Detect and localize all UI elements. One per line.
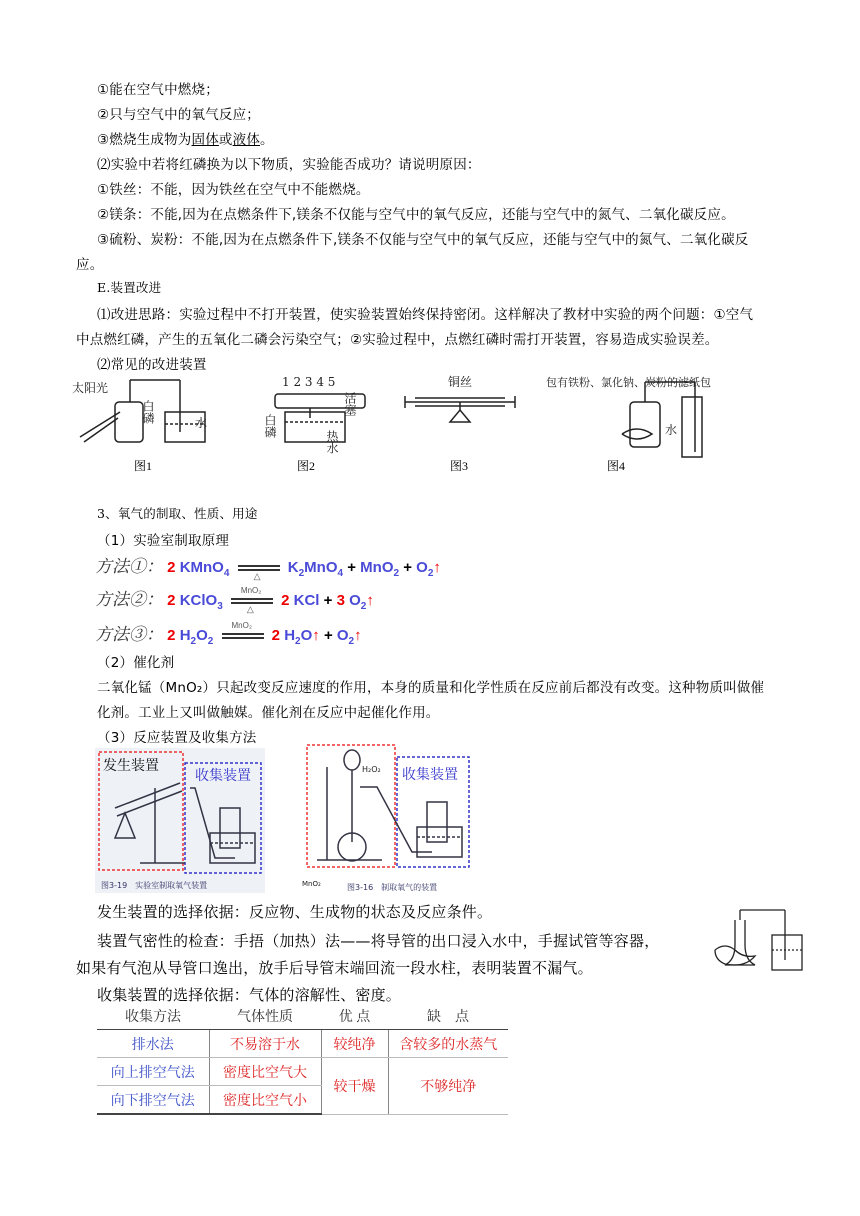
underline-solid: 固体 [191,132,219,148]
eq3-o2-sub: 2 [348,636,355,647]
gen-selection-basis: 发生装置的选择依据：反应物、生成物的状态及反应条件。 [97,903,493,921]
method-1-label: 方法①： [95,557,163,576]
table-header-row [97,1003,508,1030]
section-3-heading: 3、氧气的制取、性质、用途 [97,506,258,521]
eq2-coef-3: 3 [336,592,345,609]
kmno4-apparatus-figure [95,748,265,893]
cell-method: 排水法 [97,1030,209,1058]
eq3-h2-sub: 2 [295,636,301,647]
eq2-sub3: 3 [217,601,223,612]
cell-disadvantage: 含较多的水蒸气 [388,1030,508,1058]
eq1-condition [238,565,280,582]
gas-arrow-icon: ↑ [366,592,374,609]
eq3-o: O [196,627,208,644]
header-advantage: 优 点 [321,1003,388,1030]
catalyst-heading: （2）催化剂 [97,655,175,671]
equation-2 [95,585,374,615]
eq1-k: K [287,559,299,576]
fig-2-label: 图2 [297,459,316,473]
condition-3-or: 或 [218,132,233,148]
label-mno2: MnO₂ [302,880,321,888]
eq3-water-o: O [300,627,313,644]
eq2-o: O [349,592,361,609]
eq1-o: O [416,559,428,576]
label-white-phosphorus-2: 白磷 [263,414,277,438]
improved-apparatus-figures [70,372,730,482]
eq2-kcl: KCl [293,592,320,609]
label-water-1: 水 [195,416,208,430]
eq1-heat: △ [253,571,261,582]
gas-arrow-icon: ↑ [312,627,320,644]
eq1-o-sub: 2 [427,568,434,579]
apparatus-heading: （3）反应装置及收集方法 [97,730,257,746]
improve-idea-cont: 中点燃红磷，产生的五氧化二磷会污染空气；②实验过程中，点燃红磷时需打开装置，容易造成实验误差。 [76,332,719,348]
eq2-coef: 2 [167,592,176,609]
eq2-catalyst: MnO₂ [240,586,262,596]
table-row [97,1058,508,1086]
answer-iron: ①铁丝：不能，因为铁丝在空气中不能燃烧。 [97,182,370,198]
fig-3-label: 图3 [450,459,469,473]
cell-property: 密度比空气大 [209,1058,321,1086]
eq3-h2: H [284,627,296,644]
cell-method: 向下排空气法 [97,1086,209,1115]
eq3-coef: 2 [167,627,176,644]
col-device-label: 收集装置 [195,768,251,784]
label-copper-wire: 铜丝 [448,375,473,389]
lab-principle-heading: （1）实验室制取原理 [97,533,230,549]
header-method: 收集方法 [97,1003,209,1030]
header-disadvantage: 缺 点 [388,1003,508,1030]
condition-3 [97,128,274,148]
cell-advantage: 较干燥 [321,1058,388,1115]
cell-disadvantage: 不够纯净 [388,1058,508,1115]
hand-grip-check-figure [710,905,810,975]
method-2-label: 方法②： [95,590,163,609]
eq1-mno2-sub: 2 [393,568,400,579]
airtightness-check: 装置气密性的检查：手捂（加热）法——将导管的出口浸入水中，手握试管等容器， [97,932,660,950]
gas-arrow-icon: ↑ [433,559,441,576]
condition-3-pre: ③燃烧生成物为 [97,132,192,148]
eq1-plus-1: + [347,559,356,576]
eq2-o-sub: 2 [360,601,367,612]
eq2-coef-2: 2 [281,592,290,609]
condition-2: ②只与空气中的氧气反应； [97,107,261,123]
eq2-plus: + [323,592,333,609]
answer-sulfur-carbon-cont: 应。 [76,257,104,273]
fig-1-label: 图1 [134,459,153,473]
eq1-kmno4: KMnO [179,559,224,576]
underline-liquid: 液体 [232,132,261,148]
label-water-4: 水 [665,423,678,437]
eq3-o-sub: 2 [207,636,214,647]
airtightness-check-cont: 如果有气泡从导管口逸出，放手后导管末端回流一段水柱，表明装置不漏气。 [76,959,593,977]
eq2-heat: △ [246,604,254,615]
eq1-mno2: MnO [360,559,394,576]
eq3-h: H [179,627,191,644]
eq3-plus: + [323,627,333,644]
answer-sulfur-carbon: ③硫粉、炭粉：不能,因为在点燃条件下,镁条不仅能与空气中的氧气反应，还能与空气中的氮气、二氧化碳反 [97,232,749,248]
method-3-label: 方法③： [95,625,163,644]
cell-method: 向上排空气法 [97,1058,209,1086]
condition-3-end: 。 [260,132,274,148]
label-sunlight: 太阳光 [72,381,109,395]
section-e-heading: E.装置改进 [97,280,162,295]
eq2-condition [231,586,273,615]
eq3-catalyst: MnO₂ [231,621,252,631]
eq1-coef: 2 [167,559,176,576]
label-scale-numbers: 1 2 3 4 5 [282,375,336,389]
eq3-o2: O [336,627,349,644]
question-2: ⑵实验中若将红磷换为以下物质，实验能否成功？请说明原因： [97,157,481,173]
equation-1 [95,552,441,582]
eq3-h-sub: 2 [190,636,197,647]
eq3-coef-2: 2 [271,627,281,644]
eq1-plus-2: + [403,559,412,576]
col-device-label-2: 收集装置 [402,767,458,783]
gen-device-label: 发生装置 [103,758,159,774]
header-property: 气体性质 [209,1003,321,1030]
eq2-kclo3: KClO [179,592,218,609]
caption-fig-3-19: 图3-19 实验室制取氧气装置 [101,881,208,890]
eq1-k-sub: 2 [298,568,305,579]
eq1-mno4: MnO [304,559,338,576]
label-white-phosphorus-1: 白磷 [141,400,155,424]
common-devices: ⑵常见的改进装置 [97,357,207,373]
catalyst-definition: 二氧化锰（MnO₂）只起改变反应速度的作用，本身的质量和化学性质在反应前后都没有改变。这种物质叫做催 [97,680,765,696]
label-piston: 活塞 [343,392,357,416]
cell-property: 不易溶于水 [209,1030,321,1058]
eq3-condition [222,621,264,639]
answer-magnesium: ②镁条：不能,因为在点燃条件下,镁条不仅能与空气中的氧气反应，还能与空气中的氮气、二氧化碳反应。 [97,207,735,223]
label-filter-paper: 包有铁粉、氯化钠、炭粉的滤纸包 [546,376,711,389]
fig-4-label: 图4 [607,459,626,473]
catalyst-definition-cont: 化剂。工业上又叫做触媒。催化剂在反应中起催化作用。 [97,705,440,721]
condition-1: ①能在空气中燃烧； [97,82,219,98]
improve-idea: ⑴改进思路：实验过程中不打开装置，使实验装置始终保持密闭。这样解决了教材中实验的两个问题：①空气 [97,307,754,323]
caption-fig-3-16: 图3-16 制取氧气的装置 [347,883,438,892]
label-hot-water: 热水 [325,430,339,454]
eq1-mno4-sub: 4 [337,568,344,579]
h2o2-apparatus-figure [302,742,474,894]
collection-method-table [97,1003,508,1115]
cell-advantage: 较纯净 [321,1030,388,1058]
table-row [97,1030,508,1058]
collection-selection-basis: 收集装置的选择依据：气体的溶解性、密度。 [97,986,402,1004]
label-h2o2: H₂O₂ [362,765,381,774]
eq1-sub4: 4 [223,568,230,579]
cell-property: 密度比空气小 [209,1086,321,1115]
gas-arrow-icon: ↑ [354,627,362,644]
equation-3 [95,620,362,647]
